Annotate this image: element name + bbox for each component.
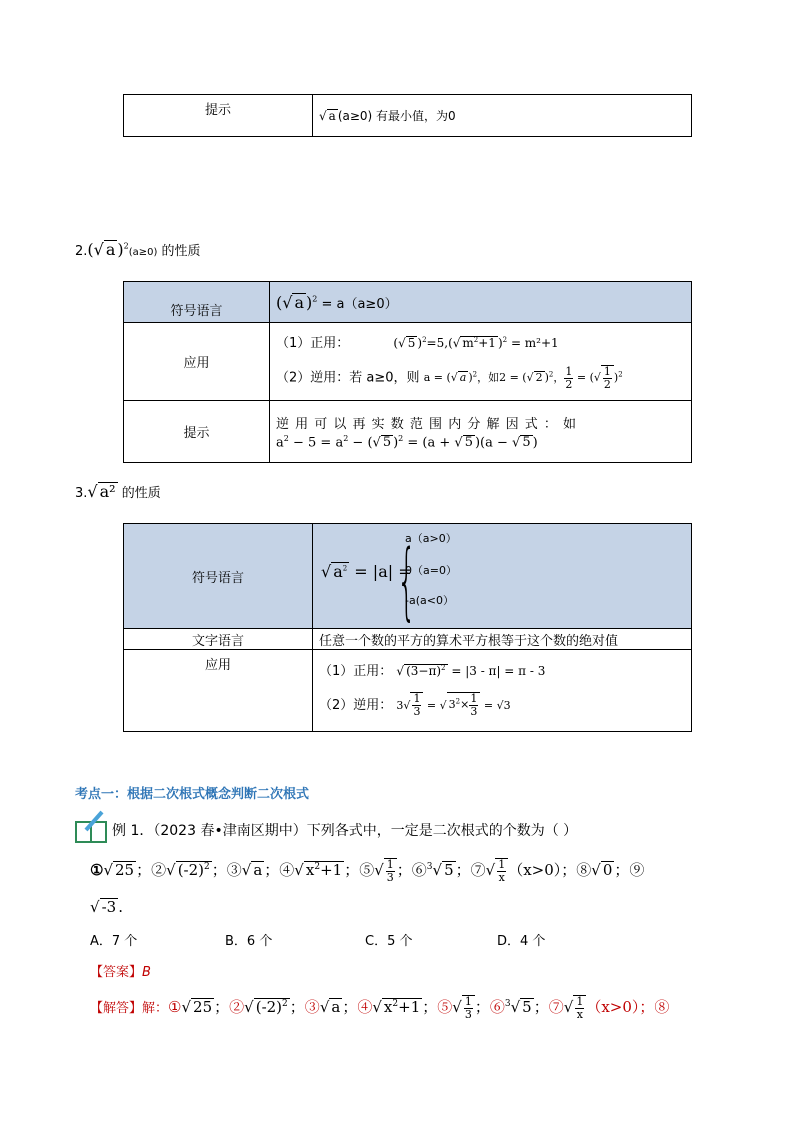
example-question	[112, 820, 577, 840]
hint2-label: 提示	[124, 401, 270, 463]
symbol-language3-label: 符号语言	[124, 524, 313, 629]
example-label: 例 1．	[112, 823, 154, 839]
section-2-heading: 2.(√ a )$^2$(a≥0) 的性质	[75, 240, 201, 259]
answer-value: B	[142, 965, 151, 980]
example-item-9: √ -3 .	[90, 898, 123, 916]
application-label: 应用	[124, 323, 270, 401]
option-b: B．6 个	[225, 934, 273, 949]
table-sqrt-a-squared	[123, 281, 692, 463]
option-a: A．7 个	[90, 934, 138, 949]
symbol-language3-formula: √ $a^2 = |a|$ = { a（a>0） 0（a=0） -a(a<0）	[313, 524, 692, 629]
application-content: （1）正用： (√ 5 )$^2$=5,(√ $m^2+1$ )$^2$ = m²+1 （2）逆用：若 a≥0，则 a = (√ a )$^2$，如2 = (√ 2 )$^2$， $\frac{1}{2}$ = (√ $\frac{1}{2}$ )$^2$	[270, 323, 692, 401]
example-items: ①√ 25 ；②√ $(-2)^2$ ；③√ a ；④√ $x^2+1$ ；⑤√ $\frac{1}{3}$ ；⑥$^3$√ 5 ；⑦√ $\frac{1}{x}$ （x>0）；⑧√ 0 ；⑨	[90, 858, 645, 884]
application3-label: 应用	[124, 650, 313, 732]
table-sqrt-a2	[123, 523, 692, 732]
application3-content: （1）正用： √ $(3-\pi)^2 = |3 - \pi| = \pi - 3$ （2）逆用： 3√ $\frac{1}{3}$ = √ $3^2\times$ $\frac{1}{3}$ = √3	[313, 650, 692, 732]
symbol-language-formula: (√ a )$^2$ = a（a≥0）	[270, 282, 692, 323]
answer	[90, 961, 151, 980]
symbol-language-label: 符号语言	[124, 282, 270, 323]
solution: 【解答】解：①√ 25 ；②√ $(-2)^2$ ；③√ a ；④√ $x^2+1$ ；⑤√ $\frac{1}{3}$ ；⑥$^3$√ 5 ；⑦√ $\frac{1}{x}$ （x>0）；⑧	[90, 995, 670, 1021]
option-c: C．5 个	[365, 934, 413, 949]
text-language-content: 任意一个数的平方的算术平方根等于这个数的绝对值	[313, 629, 692, 650]
example-text: （2023 春•津南区期中）下列各式中，一定是二次根式的个数为（ ）	[153, 823, 578, 839]
book-pencil-icon	[74, 810, 108, 844]
text-language-label: 文字语言	[124, 629, 313, 650]
hint-label: 提示	[124, 95, 313, 137]
option-d: D．4 个	[497, 934, 546, 949]
table-hint	[123, 94, 692, 137]
point-title: 考点一：根据二次根式概念判断二次根式	[75, 787, 310, 802]
hint2-content: 逆 用 可 以 再 实 数 范 围 内 分 解 因 式 ： 如 $a^2 - 5 = a^2$ − (√ 5 )$^2$ = (a + √ 5 )(a − √ 5 )	[270, 401, 692, 463]
section-3-heading: 3.√ a² 的性质	[75, 482, 161, 501]
hint-content: √ a (a≥0) 有最小值，为0	[313, 95, 692, 137]
answer-label: 【答案】	[90, 965, 143, 980]
